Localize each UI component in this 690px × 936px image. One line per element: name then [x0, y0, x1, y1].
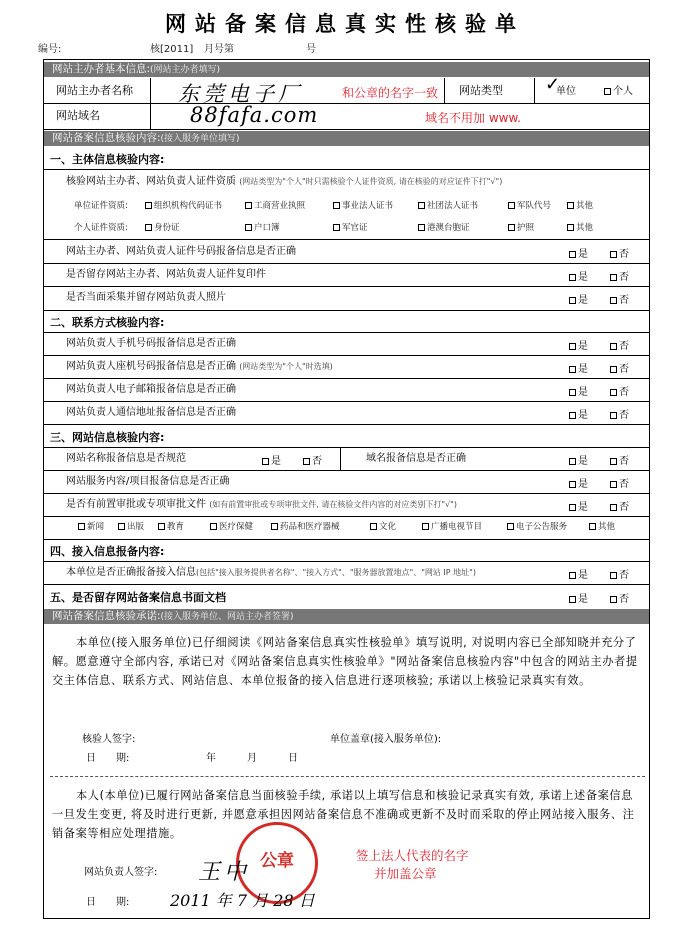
leader-date-value[interactable]: 2011 年 7 月 28 日	[170, 891, 315, 910]
checkbox[interactable]	[610, 297, 617, 304]
section4-title: 四、接入信息报备内容:	[50, 545, 165, 558]
person-cert-option[interactable]: 护照	[508, 222, 534, 234]
seal-annotation-1: 签上法人代表的名字	[356, 848, 469, 863]
checkbox[interactable]	[569, 251, 576, 258]
checkbox[interactable]	[569, 297, 576, 304]
number-month: 月号第	[204, 44, 234, 55]
site-owner-name-label: 网站主办者名称	[56, 84, 133, 97]
checkbox[interactable]	[508, 202, 515, 209]
approval-category-option[interactable]: 出版	[118, 521, 144, 533]
number-label: 编号:	[38, 44, 62, 55]
unit-cert-option[interactable]: 军队代号	[508, 200, 551, 212]
checkbox[interactable]	[567, 202, 574, 209]
s3-q1-no[interactable]: 否	[303, 452, 322, 467]
yes-checkbox[interactable]: 是	[569, 291, 588, 306]
checkbox[interactable]	[610, 366, 617, 373]
cert-intro: 核验网站主办者、网站负责人证件资质 (网站类型为"个人"时只需核验个人证件资质, 请在核验的对应证件下打"√")	[66, 176, 503, 187]
checkbox[interactable]	[569, 596, 576, 603]
promise-header: 网站备案信息核验承诺:(接入服务单位、网站主办者签署)	[44, 609, 649, 624]
yes-checkbox[interactable]: 是	[569, 590, 588, 605]
checkbox[interactable]	[158, 523, 165, 530]
checkbox[interactable]	[145, 224, 152, 231]
no-checkbox[interactable]: 否	[610, 452, 629, 467]
yes-checkbox[interactable]: 是	[569, 337, 588, 352]
s1-question-2: 是否留存网站主办者、网站负责人证件复印件	[66, 269, 266, 280]
no-checkbox[interactable]: 否	[610, 406, 629, 421]
approval-category-option[interactable]: 教育	[158, 521, 184, 533]
verify-header: 网站备案信息核验内容:(接入服务单位填写)	[44, 131, 649, 146]
s4-question-1: 本单位是否正确报备接入信息(包括"接入服务提供者名称"、"接入方式"、"服务器放置地点"、"网站 IP 地址")	[66, 567, 476, 578]
s1-question-1: 网站主办者、网站负责人证件号码报备信息是否正确	[66, 246, 296, 257]
no-checkbox[interactable]: 否	[610, 245, 629, 260]
yes-checkbox[interactable]: 是	[569, 452, 588, 467]
site-type-checkmark: ✓	[545, 74, 561, 95]
checkbox[interactable]	[333, 224, 340, 231]
yes-checkbox[interactable]: 是	[569, 268, 588, 283]
no-checkbox[interactable]: 否	[610, 360, 629, 375]
checkbox[interactable]	[145, 202, 152, 209]
page-title: 网站备案信息真实性核验单	[165, 11, 525, 36]
section5-title: 五、是否留存网站备案信息书面文档	[50, 591, 226, 604]
approval-category-option[interactable]: 电子公告服务	[507, 521, 567, 533]
s2-question-4: 网站负责人通信地址报备信息是否正确	[66, 407, 236, 418]
no-checkbox[interactable]: 否	[610, 498, 629, 513]
s3-question-1: 网站名称报备信息是否规范	[66, 453, 186, 464]
yes-checkbox[interactable]: 是	[569, 498, 588, 513]
checkbox[interactable]	[569, 412, 576, 419]
checkbox[interactable]	[610, 572, 617, 579]
seal-text: 公章	[260, 851, 294, 871]
checker-date-label: 日 期:	[86, 753, 130, 764]
checkbox[interactable]	[569, 274, 576, 281]
s2-question-1: 网站负责人手机号码报备信息是否正确	[66, 338, 236, 349]
person-cert-option[interactable]: 军官证	[333, 222, 368, 234]
site-type-unit[interactable]: 单位	[556, 86, 576, 97]
domain-annotation: 域名不用加 www.	[425, 111, 521, 125]
checkbox[interactable]	[245, 202, 252, 209]
checkbox[interactable]	[118, 523, 125, 530]
checkbox[interactable]	[569, 572, 576, 579]
s2-question-2: 网站负责人座机号码报备信息是否正确 (网站类型为"个人"时选填)	[66, 361, 333, 372]
approval-category-option[interactable]: 医疗保健	[210, 521, 253, 533]
no-checkbox[interactable]: 否	[610, 268, 629, 283]
unit-seal-label: 单位盖章(接入服务单位):	[330, 734, 442, 745]
checkbox[interactable]	[610, 504, 617, 511]
yes-checkbox[interactable]: 是	[569, 360, 588, 375]
yes-checkbox[interactable]: 是	[569, 383, 588, 398]
no-checkbox[interactable]: 否	[610, 383, 629, 398]
leader-date-label: 日 期:	[86, 897, 130, 908]
date-year: 年	[206, 753, 216, 764]
yes-checkbox[interactable]: 是	[569, 406, 588, 421]
section1-title: 一、主体信息核验内容:	[50, 153, 165, 166]
unit-cert-label: 单位证件资质:	[74, 201, 128, 211]
s3-question-1b: 域名报备信息是否正确	[366, 453, 466, 464]
date-month: 月	[247, 753, 257, 764]
unit-cert-option[interactable]: 事业法人证书	[333, 200, 393, 212]
date-day: 日	[288, 753, 298, 764]
dashed-divider	[50, 776, 645, 777]
approval-category-option[interactable]: 文化	[370, 521, 396, 533]
person-cert-label: 个人证件资质:	[74, 223, 128, 233]
yes-checkbox[interactable]: 是	[569, 566, 588, 581]
checkbox[interactable]	[569, 343, 576, 350]
unit-cert-option[interactable]: 工商营业执照	[245, 200, 305, 212]
section2-title: 二、联系方式核验内容:	[50, 316, 165, 329]
leader-signature-label: 网站负责人签字:	[84, 867, 158, 878]
approval-category-option[interactable]: 其他	[589, 521, 615, 533]
no-checkbox[interactable]: 否	[610, 590, 629, 605]
checkbox[interactable]	[78, 523, 85, 530]
s1-question-3: 是否当面采集并留存网站负责人照片	[66, 292, 226, 303]
checkbox[interactable]	[418, 202, 425, 209]
checkbox[interactable]	[569, 481, 576, 488]
checkbox[interactable]	[567, 224, 574, 231]
leader-signature[interactable]: 王中	[198, 860, 251, 885]
checkbox[interactable]	[333, 202, 340, 209]
unit-cert-option[interactable]: 组织机构代码证书	[145, 200, 222, 212]
number-prefix: 核[2011]	[150, 44, 194, 55]
checkbox[interactable]	[610, 458, 617, 465]
basic-info-header: 网站主办者基本信息:(网站主办者填写)	[44, 62, 649, 77]
unit-cert-option[interactable]: 社团法人证书	[418, 200, 478, 212]
checkbox[interactable]	[610, 274, 617, 281]
person-cert-option[interactable]: 身份证	[145, 222, 180, 234]
checkbox[interactable]	[245, 224, 252, 231]
s3-q1-yes[interactable]: 是	[262, 452, 281, 467]
no-checkbox[interactable]: 否	[610, 475, 629, 490]
checkbox[interactable]	[271, 523, 278, 530]
yes-checkbox[interactable]: 是	[569, 475, 588, 490]
checkbox[interactable]	[370, 523, 377, 530]
promise-paragraph-2: 本人(本单位)已履行网站备案信息当面核验手续, 承诺以上填写信息和核验记录真实有效, 承诺上述备案信息一旦发生变更, 将及时进行更新, 并愿意承担因网站备案信息不准确或更新不及时而采取的停止网站接入服务、注销备案等相应处理措施。	[52, 789, 635, 840]
no-checkbox[interactable]: 否	[610, 566, 629, 581]
checkbox[interactable]	[589, 523, 596, 530]
site-type-label: 网站类型	[459, 84, 503, 97]
no-checkbox[interactable]: 否	[610, 337, 629, 352]
checkbox[interactable]	[508, 224, 515, 231]
approval-category-option[interactable]: 药品和医疗器械	[271, 521, 340, 533]
person-cert-option[interactable]: 港澳台胞证	[418, 222, 470, 234]
checkbox[interactable]	[418, 224, 425, 231]
checkbox[interactable]	[610, 251, 617, 258]
checker-signature-label: 核验人签字:	[82, 734, 136, 745]
checkbox[interactable]	[422, 523, 429, 530]
s3-question-3: 是否有前置审批或专项审批文件 (如有前置审批或专项审批文件, 请在核验文件内容的对应类别下打"√")	[66, 499, 457, 510]
site-domain-label: 网站域名	[56, 109, 100, 122]
checkbox[interactable]	[569, 389, 576, 396]
approval-category-option[interactable]: 新闻	[78, 521, 104, 533]
approval-category-option[interactable]: 广播电视节目	[422, 521, 482, 533]
person-cert-option[interactable]: 户口簿	[245, 222, 280, 234]
s2-question-3: 网站负责人电子邮箱报备信息是否正确	[66, 384, 236, 395]
site-type-person[interactable]: 个人	[604, 85, 633, 98]
seal-annotation-2: 并加盖公章	[374, 866, 437, 881]
s3-question-2: 网站服务内容/项目报备信息是否正确	[66, 476, 230, 487]
checkbox[interactable]	[610, 481, 617, 488]
site-owner-name-value[interactable]: 东莞电子厂	[178, 82, 303, 106]
person-cert-option[interactable]: 其他	[567, 222, 593, 234]
checkbox[interactable]	[610, 596, 617, 603]
checkbox[interactable]	[569, 366, 576, 373]
checkbox[interactable]	[610, 389, 617, 396]
promise-paragraph-1: 本单位(接入服务单位)已仔细阅读《网站备案信息真实性核验单》填写说明, 对说明内容已全部知晓并充分了解。愿意遵守全部内容, 承诺已对《网站备案信息真实性核验单》"网站备案信息核验内容"中包含的网站主办者提交主体信息、联系方式、网站信息、本单位报备的接入信息进行逐项核验; 承诺以上核验记录真实有效。	[52, 636, 638, 687]
section3-title: 三、网站信息核验内容:	[50, 431, 165, 444]
unit-cert-option[interactable]: 其他	[567, 200, 593, 212]
checkbox[interactable]	[507, 523, 514, 530]
checkbox[interactable]	[610, 343, 617, 350]
site-domain-value[interactable]: 88fafa.com	[190, 103, 319, 127]
checkbox[interactable]	[610, 412, 617, 419]
yes-checkbox[interactable]: 是	[569, 245, 588, 260]
checkbox[interactable]	[210, 523, 217, 530]
number-suffix: 号	[306, 44, 316, 55]
checkbox[interactable]	[569, 504, 576, 511]
no-checkbox[interactable]: 否	[610, 291, 629, 306]
checkbox[interactable]	[569, 458, 576, 465]
name-annotation: 和公章的名字一致	[342, 86, 439, 100]
